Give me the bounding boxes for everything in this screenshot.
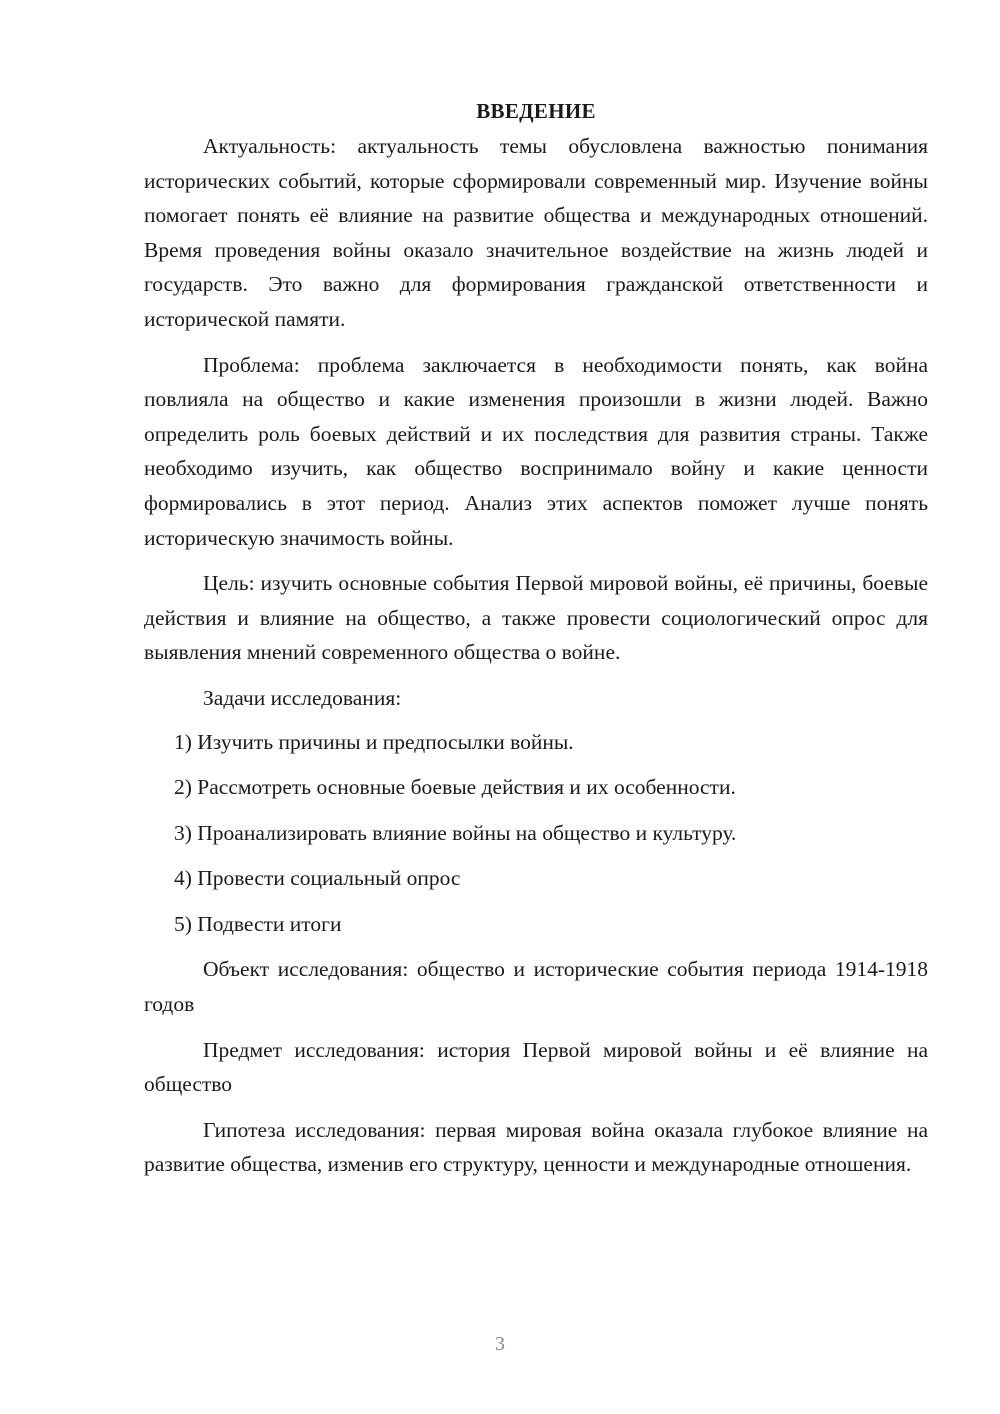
goal-paragraph: Цель: изучить основные события Первой мировой войны, её причины, боевые действия и влияние на общество, а также провести социологический опрос для выявления мнений современного общества о войне. (144, 571, 928, 665)
object-paragraph: Объект исследования: общество и исторические события периода 1914-1918 годов (144, 957, 928, 1017)
relevance-paragraph: Актуальность: актуальность темы обусловлена важностью понимания исторических событий, которые сформировали современный мир. Изучение войны помогает понять её влияние на развитие общества и международных отношений. Время проведения войны оказало значительное воздействие на жизнь людей и государств. Это важно для формирования гражданской ответственности и исторической памяти. (144, 134, 928, 331)
page-title: ВВЕДЕНИЕ (476, 99, 596, 123)
hypothesis-paragraph: Гипотеза исследования: первая мировая война оказала глубокое влияние на развитие общества, изменив его структуру, ценности и международные отношения. (144, 1117, 928, 1177)
list-item: 2) Рассмотреть основные боевые действия и их особенности. (174, 775, 736, 800)
list-item: 3) Проанализировать влияние войны на общество и культуру. (174, 820, 737, 845)
tasks-heading: Задачи исследования: (203, 685, 402, 710)
document-page (144, 96, 928, 1193)
problem-paragraph: Проблема: проблема заключается в необходимости понять, как война повлияла на общество и какие изменения произошли в жизни людей. Важно определить роль боевых действий и их последствия для развития страны. Также необходимо изучить, как общество воспринимало войну и какие ценности формировались в этот период. Анализ этих аспектов поможет лучше понять историческую значимость войны. (144, 352, 928, 550)
list-item: 5) Подвести итоги (174, 911, 342, 936)
tasks-list (144, 725, 928, 942)
list-item: 4) Провести социальный опрос (174, 866, 461, 891)
page-number: 3 (495, 1333, 505, 1355)
list-item: 1) Изучить причины и предпосылки войны. (174, 729, 574, 754)
subject-paragraph: Предмет исследования: история Первой мировой войны и её влияние на общество (144, 1037, 928, 1097)
